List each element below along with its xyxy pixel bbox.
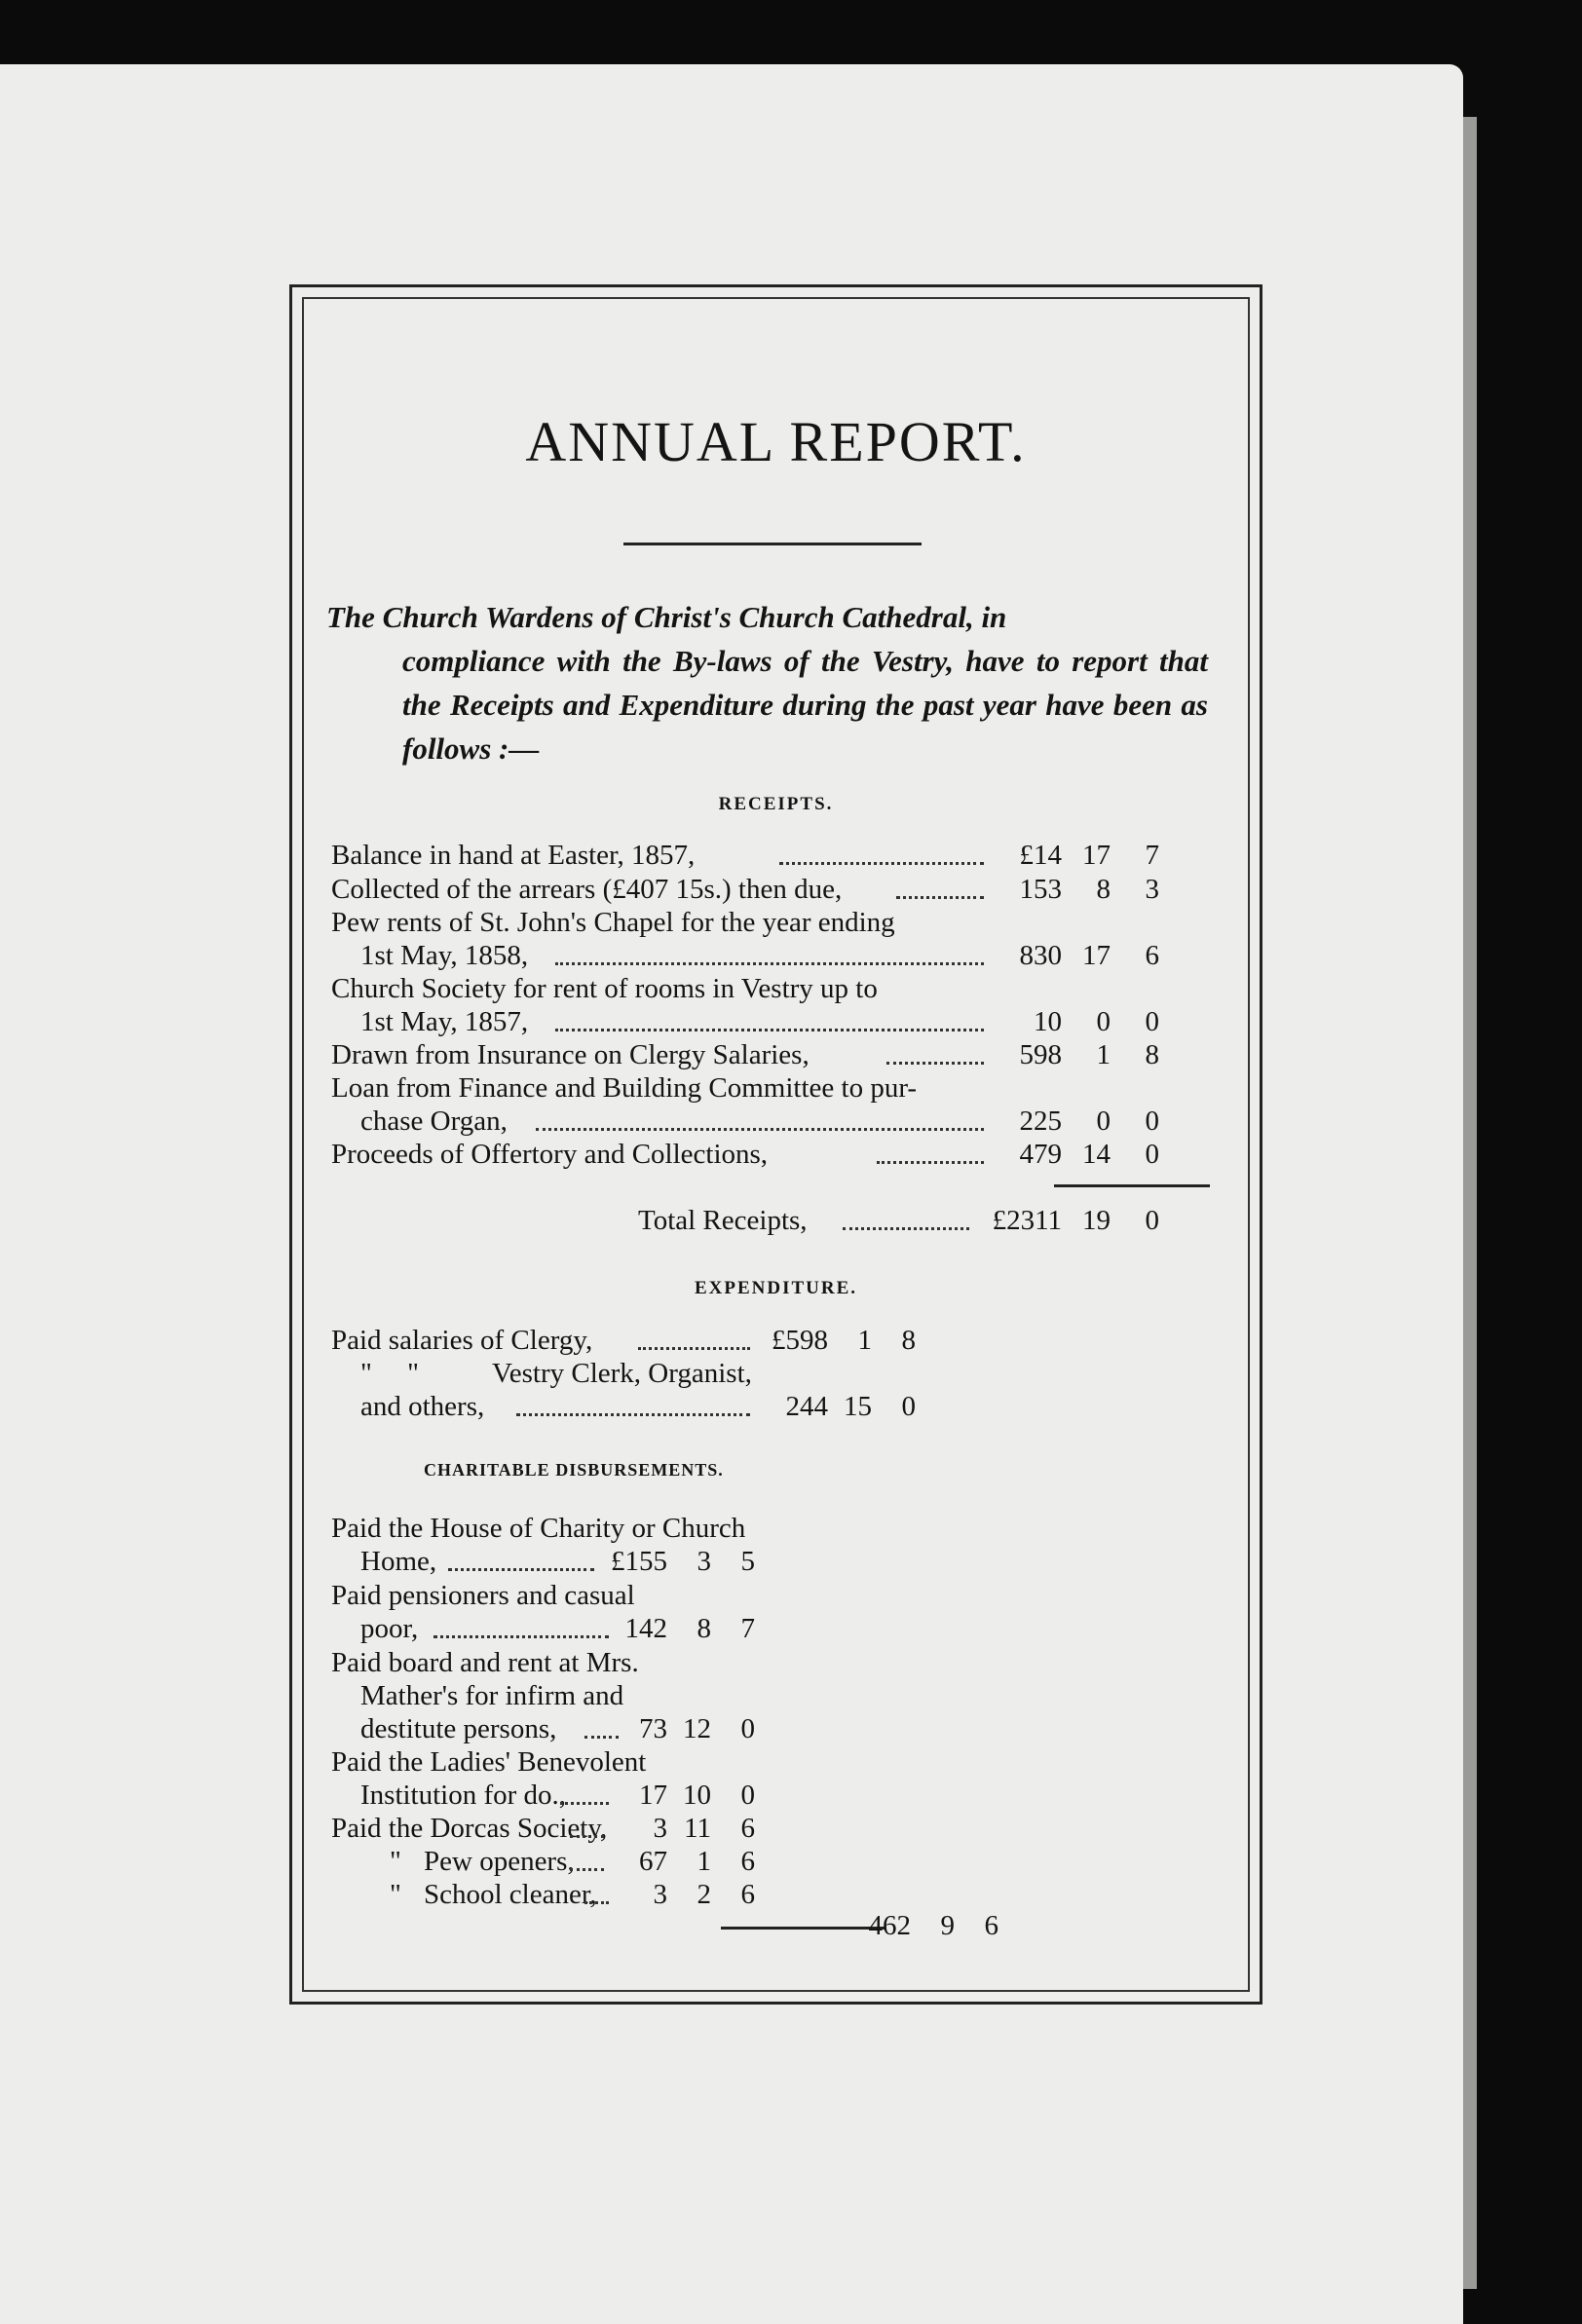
leader-dots (433, 1635, 609, 1638)
receipt-text: Collected of the arrears (£407 15s.) then due, (331, 874, 843, 905)
receipt-text-cont: 1st May, 1857, (360, 1006, 529, 1037)
receipt-pence: 6 (1145, 940, 1159, 971)
leader-dots (638, 1347, 750, 1350)
receipt-shillings: 1 (1096, 1039, 1111, 1070)
receipt-text-cont: 1st May, 1858, (360, 940, 529, 971)
leader-dots (448, 1568, 594, 1571)
ditto-mark: " (390, 1879, 401, 1910)
charity-shillings: 2 (697, 1879, 711, 1910)
expense-pence: 0 (901, 1391, 916, 1422)
charity-pounds: 3 (653, 1879, 667, 1910)
receipt-pence: 7 (1145, 840, 1159, 871)
receipts-total-rule (1054, 1184, 1210, 1187)
receipt-pounds: £14 (1019, 840, 1062, 871)
charity-text: Paid the Ladies' Benevolent (331, 1746, 647, 1778)
leader-dots (779, 862, 984, 865)
charity-shillings: 10 (683, 1780, 711, 1811)
receipt-shillings: 17 (1082, 840, 1111, 871)
charitable-total-pence: 6 (984, 1910, 998, 1941)
leader-dots (536, 1128, 984, 1131)
receipt-pence: 3 (1145, 874, 1159, 905)
receipt-text: Drawn from Insurance on Clergy Salaries, (331, 1039, 810, 1070)
charity-pence: 5 (740, 1546, 755, 1577)
total-receipts-shillings: 19 (1082, 1205, 1111, 1236)
total-receipts-label: Total Receipts, (638, 1205, 808, 1236)
receipt-shillings: 0 (1096, 1006, 1111, 1037)
receipt-text: Proceeds of Offertory and Collections, (331, 1139, 769, 1170)
charity-shillings: 12 (683, 1713, 711, 1744)
charity-pounds: 67 (639, 1846, 667, 1877)
charity-shillings: 8 (697, 1613, 711, 1644)
expense-shillings: 1 (857, 1325, 872, 1356)
charitable-heading: CHARITABLE DISBURSEMENTS. (424, 1460, 724, 1480)
receipt-shillings: 17 (1082, 940, 1111, 971)
expense-pounds: 244 (785, 1391, 828, 1422)
receipt-text: Pew rents of St. John's Chapel for the year ending (331, 907, 895, 938)
receipt-shillings: 0 (1096, 1106, 1111, 1137)
leader-dots (896, 896, 984, 899)
leader-dots (555, 962, 984, 965)
expenditure-heading: EXPENDITURE. (694, 1278, 858, 1298)
receipts-heading: RECEIPTS. (718, 794, 834, 814)
report-frame (289, 284, 1262, 2005)
receipt-pounds: 598 (1019, 1039, 1062, 1070)
receipt-pence: 0 (1145, 1106, 1159, 1137)
leader-dots (877, 1161, 984, 1164)
charity-text: Paid board and rent at Mrs. (331, 1647, 639, 1678)
leader-dots (843, 1227, 969, 1230)
charity-pence: 6 (740, 1879, 755, 1910)
receipt-pence: 0 (1145, 1139, 1159, 1170)
charity-pence: 7 (740, 1613, 755, 1644)
charity-pounds: 73 (639, 1713, 667, 1744)
receipt-text-cont: chase Organ, (360, 1106, 508, 1137)
expense-text-cont: and others, (360, 1391, 485, 1422)
charity-pounds: 3 (653, 1813, 667, 1844)
charity-shillings: 11 (684, 1813, 711, 1844)
expense-shillings: 15 (844, 1391, 872, 1422)
expense-text: Paid salaries of Clergy, (331, 1325, 593, 1356)
charity-text-cont: Home, (360, 1546, 437, 1577)
intro-rest: compliance with the By-laws of the Vestry, have to report that the Receipts and Expenditure during the past year have been as follows :— (402, 644, 1208, 766)
charity-pence: 6 (740, 1813, 755, 1844)
intro-line-1: The Church Wardens of Christ's Church Cathedral, in (326, 600, 1007, 634)
charity-text: Pew openers, (424, 1846, 575, 1877)
report-title: ANNUAL REPORT. (525, 410, 1027, 473)
receipt-pence: 8 (1145, 1039, 1159, 1070)
charitable-total-shillings: 9 (940, 1910, 955, 1941)
leader-dots (516, 1413, 750, 1416)
receipt-pounds: 153 (1019, 874, 1062, 905)
charity-text-cont: destitute persons, (360, 1713, 557, 1744)
charity-pence: 0 (740, 1780, 755, 1811)
receipt-text: Loan from Finance and Building Committee to pur- (331, 1072, 918, 1104)
charity-text-cont: Institution for do., (360, 1780, 567, 1811)
total-receipts-pence: 0 (1145, 1205, 1159, 1236)
charity-pounds: 142 (624, 1613, 667, 1644)
charity-text: Paid the Dorcas Society, (331, 1813, 608, 1844)
charity-pounds: 17 (639, 1780, 667, 1811)
page-edge (1463, 117, 1477, 2289)
charity-shillings: 3 (697, 1546, 711, 1577)
charity-shillings: 1 (697, 1846, 711, 1877)
receipt-pounds: 830 (1019, 940, 1062, 971)
receipt-shillings: 14 (1082, 1139, 1111, 1170)
total-receipts-pounds: £2311 (992, 1205, 1062, 1236)
receipt-pounds: 225 (1019, 1106, 1062, 1137)
charitable-total-pounds: 462 (868, 1910, 911, 1941)
charity-text-cont: Mather's for infirm and (360, 1680, 624, 1711)
charity-text: School cleaner, (424, 1879, 597, 1910)
charity-pounds: £155 (611, 1546, 667, 1577)
charity-text: Paid the House of Charity or Church (331, 1513, 746, 1544)
expense-pounds: £598 (772, 1325, 828, 1356)
leader-dots (886, 1062, 984, 1065)
ditto-mark: " (390, 1846, 401, 1877)
expense-pence: 8 (901, 1325, 916, 1356)
receipt-pounds: 479 (1019, 1139, 1062, 1170)
title-rule (623, 543, 922, 545)
receipt-pounds: 10 (1034, 1006, 1062, 1037)
charity-text-cont: poor, (360, 1613, 419, 1644)
charity-text: Paid pensioners and casual (331, 1580, 635, 1611)
charity-pence: 6 (740, 1846, 755, 1877)
intro-paragraph (326, 595, 1208, 770)
ditto-marks: " " (360, 1358, 419, 1389)
leader-dots (555, 1029, 984, 1031)
receipt-shillings: 8 (1096, 874, 1111, 905)
receipt-pence: 0 (1145, 1006, 1159, 1037)
charity-pence: 0 (740, 1713, 755, 1744)
receipt-text: Balance in hand at Easter, 1857, (331, 840, 696, 871)
receipt-text: Church Society for rent of rooms in Vestry up to (331, 973, 878, 1004)
expense-text: Vestry Clerk, Organist, (492, 1358, 752, 1389)
